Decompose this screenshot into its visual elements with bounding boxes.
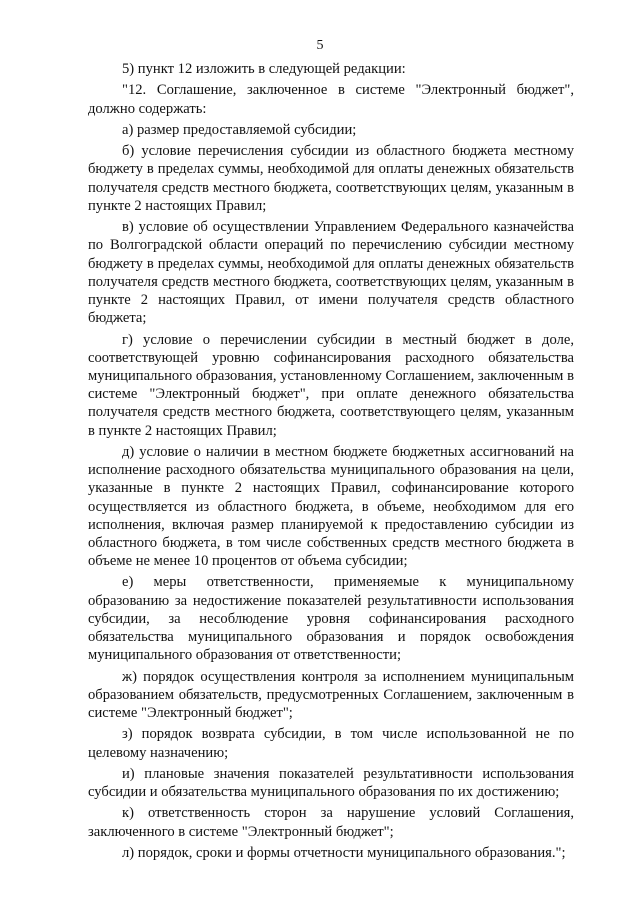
paragraph-item-a: а) размер предоставляемой субсидии; (122, 121, 357, 138)
paragraph-item-b: б) условие перечисления субсидии из областного бюджета местному бюджету в пределах суммы, необходимой для оплаты денежных обязательств получателя средств местного бюджета, соответствующих целям, указанным в пункте 2 настоящих Правил; (88, 143, 574, 214)
paragraph-item-i: и) плановые значения показателей результативности использования субсидии и обязательства муниципального образования по их достижению; (88, 765, 574, 801)
page-number: 5 (316, 38, 324, 53)
paragraph-intro: 5) пункт 12 изложить в следующей редакции: (122, 61, 406, 77)
paragraph-item-k: к) ответственность сторон за нарушение условий Соглашения, заключенного в системе "Электронный бюджет"; (88, 805, 574, 840)
paragraph-item-zh: ж) порядок осуществления контроля за исполнением муниципальным образованием обязательств, предусмотренных Соглашением, заключенным в системе "Электронный бюджет"; (88, 668, 574, 722)
paragraph-item-g: г) условие о перечислении субсидии в местный бюджет в доле, соответствующей уровню софинансирования расходного обязательства муниципального образования, установленному Соглашением, заключенным в системе "Электронный бюджет", при оплате денежного обязательства получателя средств местного бюджета, соответствующего целям, указанным в пункте 2 настоящих Правил; (88, 331, 574, 439)
paragraph-item-e: е) меры ответственности, применяемые к муниципальному образованию за недостижение показателей результативности использования субсидии, за несоблюдение уровня софинансирования расходного обязательства муниципального образования и порядок освобождения муниципального образования от ответственности; (88, 574, 574, 664)
paragraph-item-l: л) порядок, сроки и формы отчетности муниципального образования."; (122, 845, 566, 862)
paragraph-item-v: в) условие об осуществлении Управлением Федерального казначейства по Волгоградской области операций по перечислению субсидии местному бюджету в пределах суммы, необходимой для оплаты денежных обязательств получателя средств местного бюджета, соответствующих целям, указанным в пункте 2 настоящих Правил, от имени получателя средств областного бюджета; (88, 219, 574, 327)
paragraph-item-z: з) порядок возврата субсидии, в том числе использованной не по целевому назначению; (88, 726, 574, 761)
document-body (88, 60, 574, 865)
paragraph-clause-12: "12. Соглашение, заключенное в системе "Электронный бюджет", должно содержать: (88, 82, 574, 117)
paragraph-item-d: д) условие о наличии в местном бюджете бюджетных ассигнований на исполнение расходного обязательства муниципального образования на цели, указанные в пункте 2 настоящих Правил, софинансирование которого осуществляется из областного бюджета, в объеме, необходимом для его исполнения, включая размер планируемой к предоставлению субсидии из областного бюджета, в том числе собственных средств местного бюджета в объеме не менее 10 процентов от объема субсидии; (88, 443, 574, 570)
